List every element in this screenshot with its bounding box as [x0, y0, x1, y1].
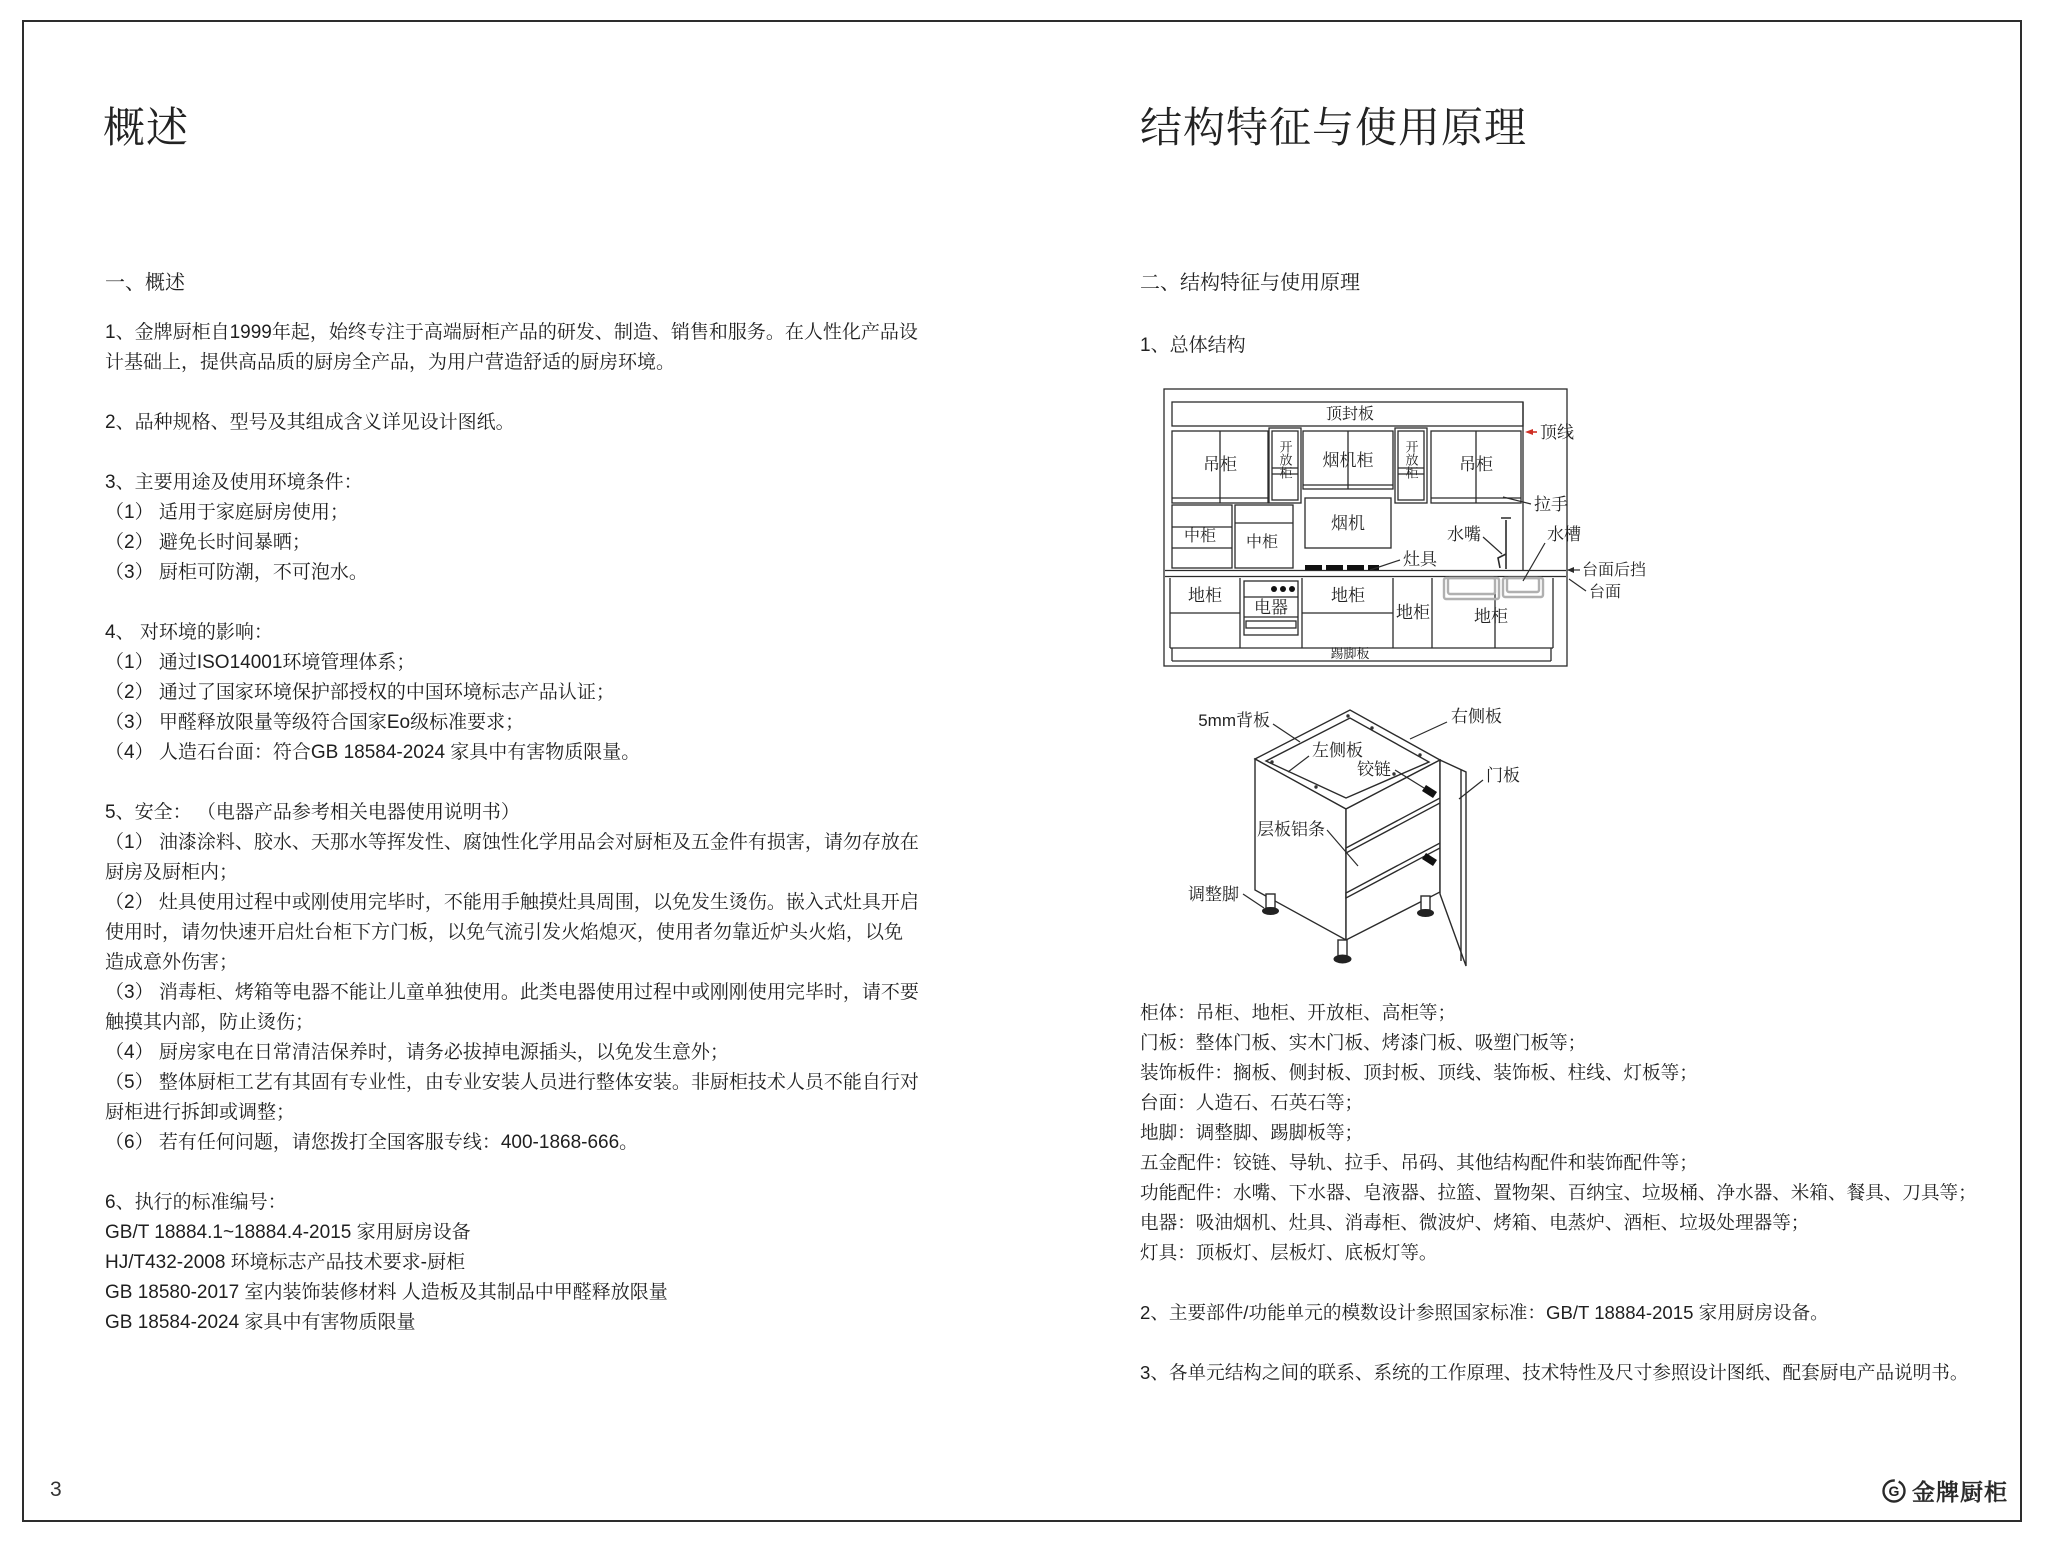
right-subheading: 1、总体结构: [1140, 335, 1246, 356]
paragraph: （1） 油漆涂料、胶水、天那水等挥发性、腐蚀性化学用品会对厨柜及五金件有损害，请勿存放在厨房及厨柜内；: [105, 832, 919, 883]
brand-logo: [1881, 1474, 2008, 1507]
label-hood-cabinet: 烟机柜: [1322, 451, 1374, 470]
label-open-cabinet-2: 开放柜: [1403, 440, 1419, 479]
paragraph: （5） 整体厨柜工艺有其固有专业性，由专业安装人员进行整体安装。非厨柜技术人员不能自行对厨柜进行拆卸或调整；: [105, 1072, 919, 1123]
label-hood: 烟机: [1331, 514, 1365, 533]
label-top-seal-board: 顶封板: [1325, 406, 1375, 423]
paragraph: 5、安全： （电器产品参考相关电器使用说明书）: [105, 802, 520, 823]
foot-stem-1: [1266, 894, 1275, 908]
paragraph: 柜体：吊柜、地柜、开放柜、高柜等；: [1140, 1002, 1457, 1023]
paragraph: （4） 厨房家电在日常清洁保养时，请务必拔掉电源插头，以免发生意外；: [105, 1042, 729, 1063]
paragraph: （6） 若有任何问题，请您拨打全国客服专线：400-1868-666。: [105, 1132, 639, 1153]
label-back-panel: 5mm背板: [1198, 711, 1270, 730]
paragraph: 台面：人造石、石英石等；: [1140, 1092, 1364, 1113]
brand-name: 金牌厨柜: [1912, 1479, 2008, 1505]
label-wall-cabinet-right: 吊柜: [1459, 455, 1493, 474]
paragraph: （2） 避免长时间暴晒；: [105, 532, 311, 553]
paragraph: 装饰板件：搁板、侧封板、顶封板、顶线、装饰板、柱线、灯板等；: [1140, 1062, 1698, 1083]
brand-g-icon: [1881, 1478, 1907, 1504]
foot-stem-3: [1421, 896, 1430, 910]
paragraph: 6、执行的标准编号：: [105, 1192, 287, 1213]
label-adjustable-feet: 调整脚: [1188, 885, 1239, 904]
label-left-side-panel: 左侧板: [1312, 741, 1363, 760]
left-page-title: 概述: [103, 104, 190, 151]
label-faucet: 水嘴: [1447, 525, 1481, 544]
label-counter-backsplash: 台面后挡: [1582, 562, 1647, 579]
paragraph-group: [105, 1188, 920, 1338]
paragraph: 电器：吸油烟机、灶具、消毒柜、微波炉、烤箱、电蒸炉、酒柜、垃圾处理器等；: [1140, 1212, 1810, 1233]
paragraph: GB 18584-2024 家具中有害物质限量: [105, 1312, 416, 1333]
paragraph-group: [1140, 1298, 2035, 1328]
paragraph: （4） 人造石台面：符合GB 18584-2024 家具中有害物质限量。: [105, 742, 641, 763]
counter-leader: [1569, 579, 1586, 591]
cooktop-drawing: [1305, 565, 1379, 570]
paragraph: （2） 灶具使用过程中或刚使用完毕时，不能用手触摸灶具周围，以免发生烫伤。嵌入式灶具开启使用时，请勿快速开启灶台柜下方门板，以免气流引发火焰熄灭，使用者勿靠近炉头火焰，以免造成意外伤害；: [105, 892, 919, 973]
paragraph: 灯具：顶板灯、层板灯、底板灯等。: [1140, 1242, 1438, 1263]
right-page-title: 结构特征与使用原理: [1140, 104, 1528, 151]
top-line-arrow: [1525, 429, 1537, 435]
foot-stem-2: [1338, 940, 1347, 956]
base-cabinet-isometric-diagram: [1150, 682, 1630, 1012]
label-right-side-panel: 右侧板: [1451, 707, 1502, 726]
backsplash-arrowhead: [1567, 567, 1574, 573]
svg-text:G: G: [1888, 1482, 1900, 1499]
paragraph: （3） 厨柜可防潮，不可泡水。: [105, 562, 368, 583]
paragraph-group: [105, 468, 920, 588]
back-panel-leader: [1273, 724, 1300, 742]
faucet-leader: [1483, 537, 1502, 554]
cabinet-door: [1440, 760, 1466, 966]
paragraph-group: [105, 408, 920, 438]
label-kick-board: 踢脚板: [1330, 646, 1370, 661]
paragraph: （1） 适用于家庭厨房使用；: [105, 502, 349, 523]
label-open-cabinet-1: 开放柜: [1277, 440, 1293, 479]
paragraph: 4、 对环境的影响：: [105, 622, 273, 643]
label-base-cabinet-3: 地柜: [1396, 603, 1430, 622]
paragraph: （2） 通过了国家环境保护部授权的中国环境标志产品认证；: [105, 682, 615, 703]
label-cooktop: 灶具: [1403, 550, 1437, 569]
right-section-heading: 二、结构特征与使用原理: [1140, 272, 1360, 294]
paragraph-group: [105, 318, 920, 378]
paragraph: （3） 甲醛释放限量等级符合国家Eo级标准要求；: [105, 712, 525, 733]
appliance-dots: [1271, 586, 1295, 592]
label-mid-cabinet-a: 中柜: [1183, 528, 1217, 545]
paragraph: 门板：整体门板、实木门板、烤漆门板、吸塑门板等；: [1140, 1032, 1587, 1053]
paragraph: （1） 通过ISO14001环境管理体系；: [105, 652, 416, 673]
paragraph-group: [105, 618, 920, 768]
label-wall-cabinet-left: 吊柜: [1203, 455, 1237, 474]
label-door-panel: 门板: [1486, 766, 1520, 785]
countertop-line: [1165, 571, 1566, 577]
sink-drawing: [1444, 578, 1543, 599]
paragraph: 地脚：调整脚、踢脚板等；: [1140, 1122, 1364, 1143]
page-number: 3: [50, 1478, 62, 1501]
label-top-line: 顶线: [1540, 423, 1574, 442]
faucet-drawing: [1498, 518, 1511, 569]
kitchen-elevation-diagram: [1163, 388, 1663, 673]
paragraph: 功能配件：水嘴、下水器、皂液器、拉篮、置物架、百纳宝、垃圾桶、净水器、米箱、餐具、刀具等；: [1140, 1182, 1977, 1203]
feet-leader: [1243, 894, 1264, 908]
label-base-cabinet-4: 地柜: [1474, 607, 1508, 626]
paragraph: 3、主要用途及使用环境条件：: [105, 472, 363, 493]
sink-leader: [1523, 543, 1545, 581]
paragraph: 2、主要部件/功能单元的模数设计参照国家标准：GB/T 18884-2015 家用厨房设备。: [1140, 1302, 1829, 1323]
paragraph: 五金配件：铰链、导轨、拉手、吊码、其他结构配件和装饰配件等；: [1140, 1152, 1698, 1173]
paragraph: 2、品种规格、型号及其组成含义详见设计图纸。: [105, 412, 515, 433]
paragraph: HJ/T432-2008 环境标志产品技术要求-厨柜: [105, 1252, 466, 1273]
label-appliance: 电器: [1254, 598, 1288, 617]
paragraph: GB 18580-2017 室内装饰装修材料 人造板及其制品中甲醛释放限量: [105, 1282, 668, 1303]
paragraph: （3） 消毒柜、烤箱等电器不能让儿童单独使用。此类电器使用过程中或刚刚使用完毕时，请不要触摸其内部，防止烫伤；: [105, 982, 919, 1033]
right-body-text: [1140, 998, 2035, 1388]
paragraph-group: [105, 798, 920, 1158]
label-shelf-strip: 层板铝条: [1257, 820, 1325, 839]
label-base-cabinet-1: 地柜: [1188, 586, 1222, 605]
paragraph-group: [1140, 1358, 2035, 1388]
label-sink: 水槽: [1547, 525, 1581, 544]
left-section-heading: 一、概述: [105, 272, 185, 294]
left-body-text: [105, 318, 920, 1338]
paragraph: 1、金牌厨柜自1999年起，始终专注于高端厨柜产品的研发、制造、销售和服务。在人性化产品设计基础上，提供高品质的厨房全产品，为用户营造舒适的厨房环境。: [105, 322, 918, 373]
paragraph: 3、各单元结构之间的联系、系统的工作原理、技术特性及尺寸参照设计图纸、配套厨电产品说明书。: [1140, 1362, 1969, 1383]
label-hinge: 铰链: [1357, 760, 1391, 779]
right-panel-leader: [1410, 722, 1447, 739]
paragraph-group: [1140, 998, 2035, 1268]
label-handle: 拉手: [1534, 495, 1568, 514]
label-counter: 台面: [1589, 584, 1622, 601]
label-base-cabinet-2: 地柜: [1331, 586, 1365, 605]
label-mid-cabinet-b: 中柜: [1245, 534, 1279, 551]
paragraph: GB/T 18884.1~18884.4-2015 家用厨房设备: [105, 1222, 471, 1243]
